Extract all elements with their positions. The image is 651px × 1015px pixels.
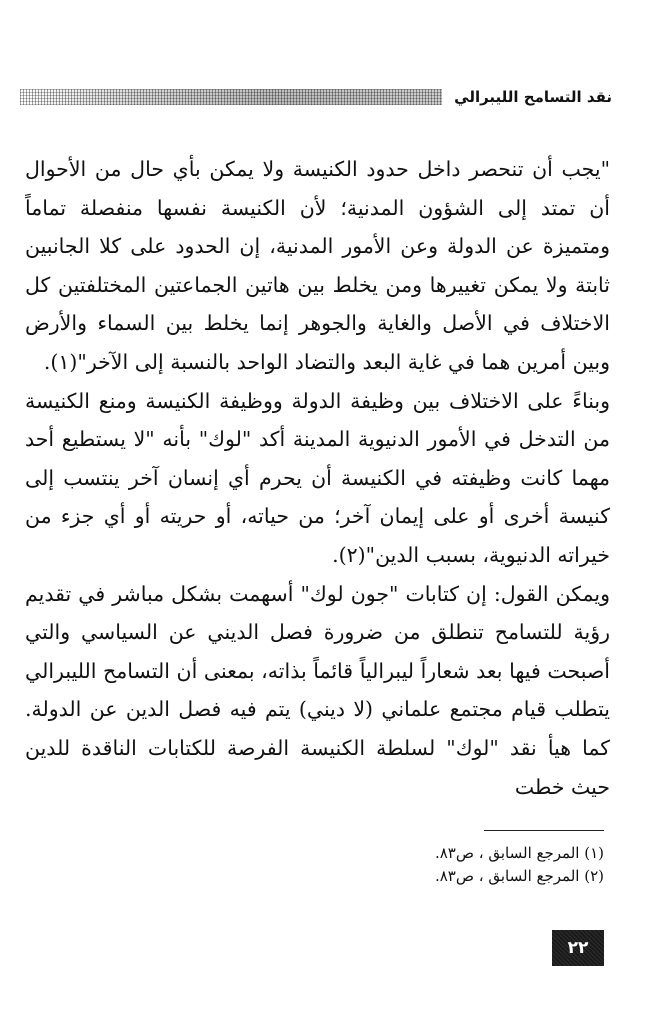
footnote-1: (١) المرجع السابق ، ص٨٣. (434, 844, 604, 862)
footnote-2: (٢) المرجع السابق ، ص٨٣. (434, 867, 604, 885)
running-header (20, 86, 612, 108)
paragraph-3: ويمكن القول: إن كتابات "جون لوك" أسهمت بشكل مباشر في تقديم رؤية للتسامح تنطلق من ضرورة فصل الديني عن السياسي والتي أصبحت فيها بعد شعاراً ليبرالياً قائماً بذاته، بمعنى أن التسامح الليبرالي يتطلب قيام مجتمع علماني (لا ديني) يتم فيه فصل الدين عن الدولة. كما هيأ نقد "لوك" لسلطة الكنيسة الفرصة للكتابات الناقدة للدين حيث خطت (25, 581, 610, 799)
footnote-divider (484, 830, 604, 831)
footnotes (300, 842, 604, 888)
page-number: ٢٢ (552, 930, 604, 966)
book-title: نقد التسامح الليبرالي (454, 88, 612, 106)
body-text (25, 150, 610, 806)
paragraph-2: وبناءً على الاختلاف بين وظيفة الدولة ووظيفة الكنيسة ومنع الكنيسة من التدخل في الأمور الدنيوية المدينة أكد "لوك" بأنه "لا يستطيع أحد مهما كانت وظيفته في الكنيسة أن يحرم أي إنسان آخر ينتسب إلى كنيسة أخرى أو على إيمان آخر؛ من حياته، أو حريته أو أي جزء من خيراته الدنيوية، بسبب الدين"(٢). (25, 388, 610, 567)
paragraph-1: "يجب أن تنحصر داخل حدود الكنيسة ولا يمكن بأي حال من الأحوال أن تمتد إلى الشؤون المدنية؛ لأن الكنيسة نفسها منفصلة تماماً ومتميزة عن الدولة وعن الأمور المدنية، إن الحدود على كلا الجانبين ثابتة ولا يمكن تغييرها ومن يخلط بين هاتين الجماعتين المختلفتين كل الاختلاف في الأصل والغاية والجوهر إنما يخلط بين السماء والأرض وبين أمرين هما في غاية البعد والتضاد الواحد بالنسبة إلى الآخر"(١). (25, 157, 610, 374)
header-decorative-band (20, 89, 442, 105)
